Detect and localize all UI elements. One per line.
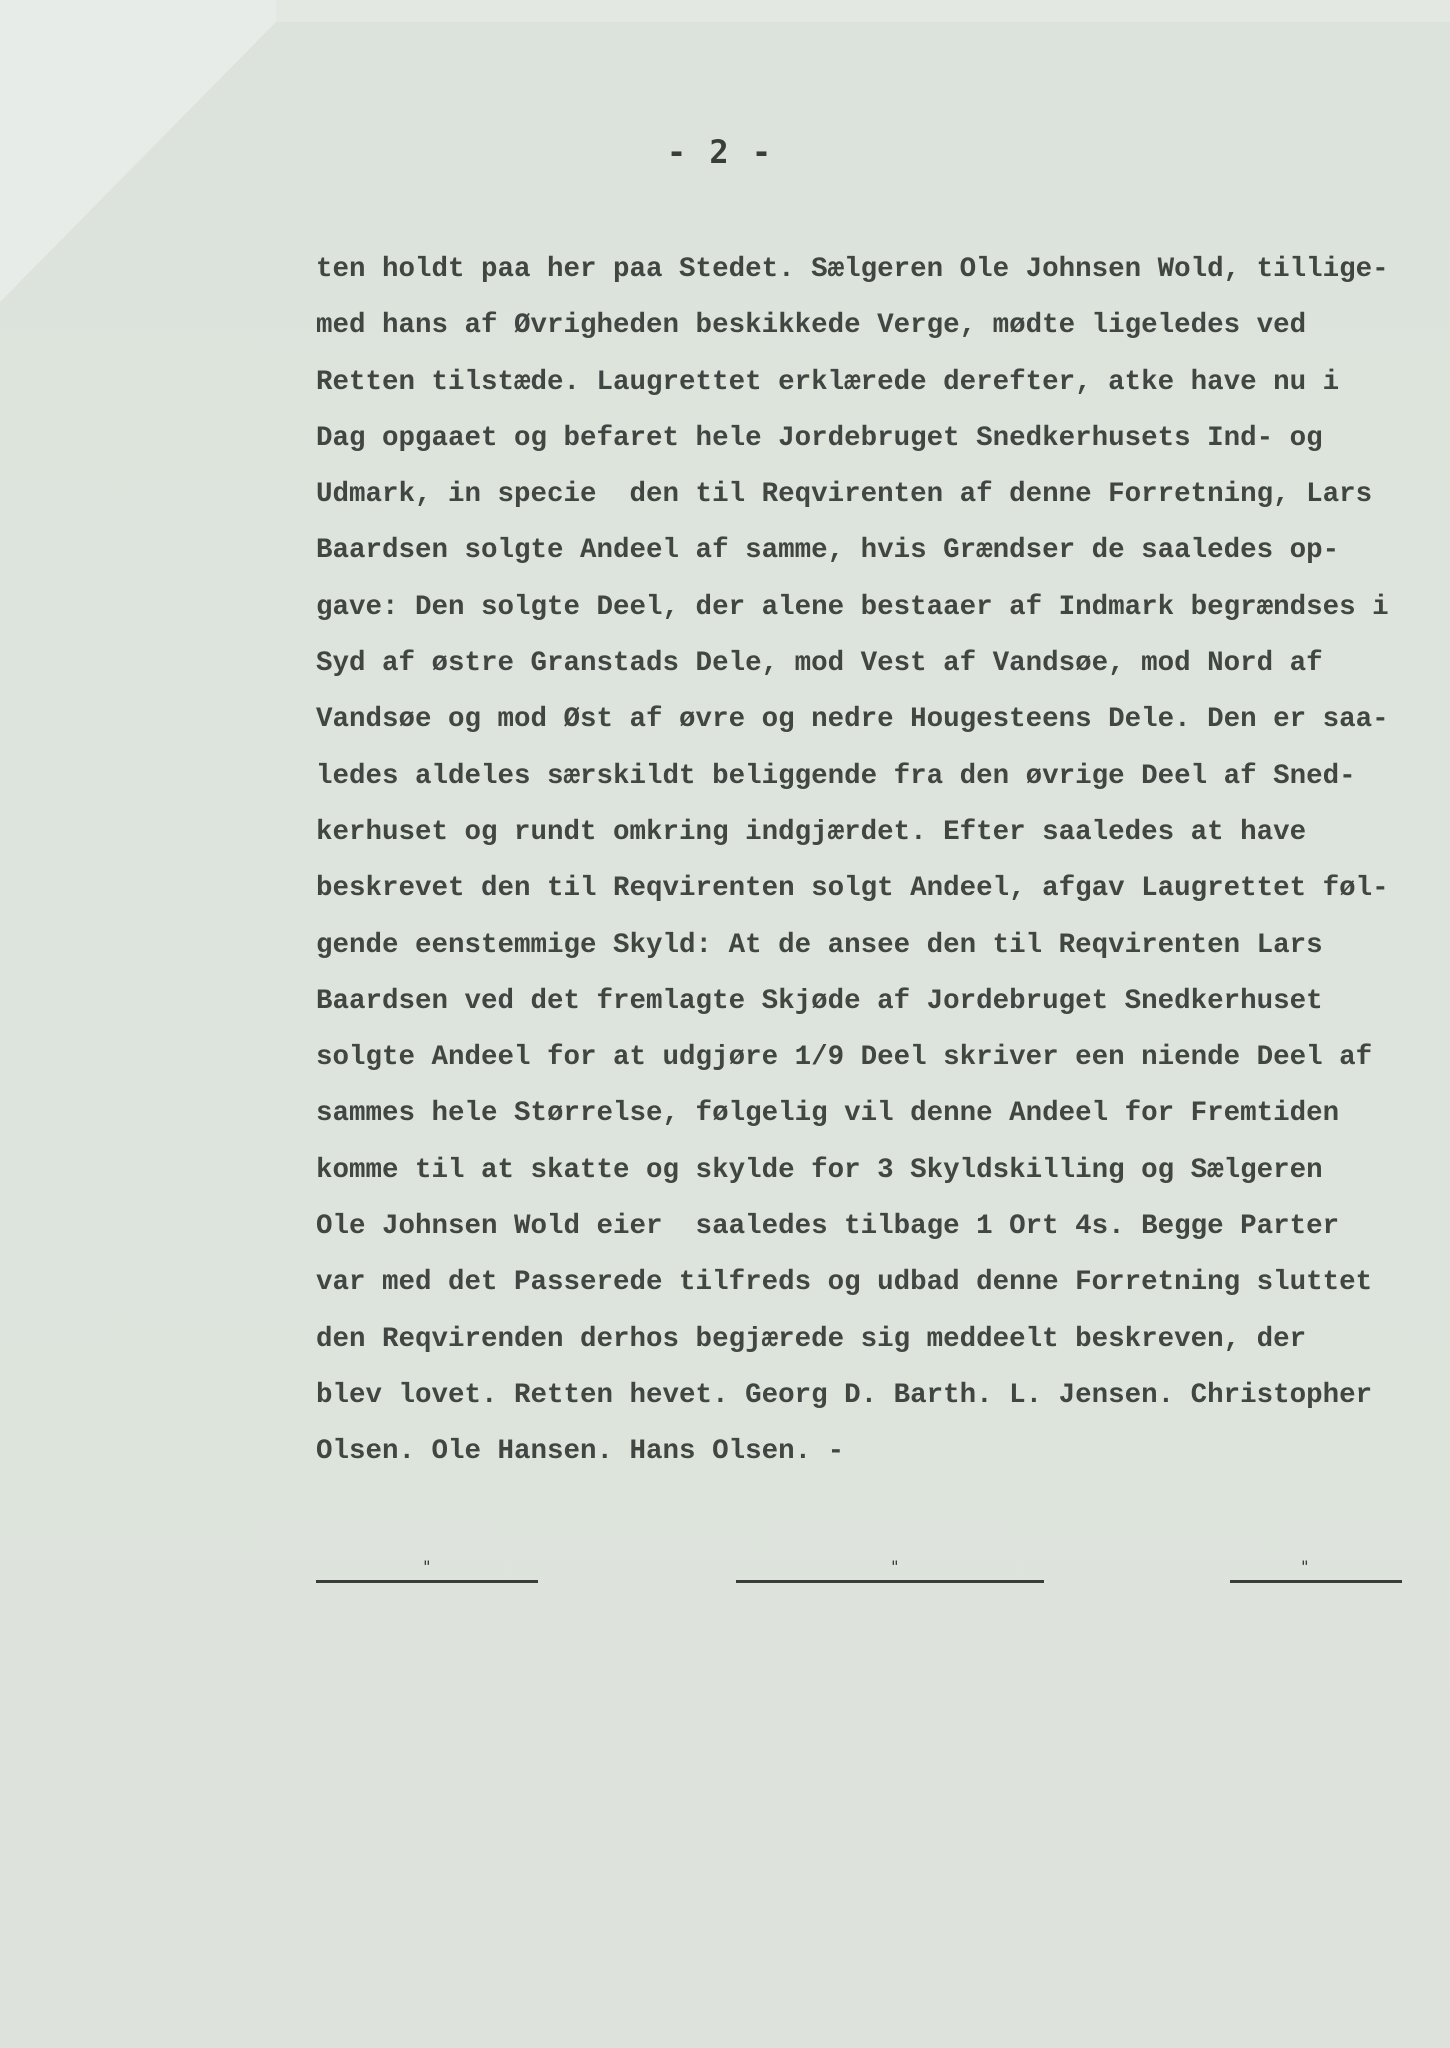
text-line: sammes hele Størrelse, følgelig vil denne Andeel for Fremtiden bbox=[316, 1098, 1340, 1130]
text-line: Retten tilstæde. Laugrettet erklærede derefter, atke have nu i bbox=[316, 366, 1340, 398]
ditto-mark: " bbox=[890, 1557, 900, 1576]
text-line: blev lovet. Retten hevet. Georg D. Barth. L. Jensen. Christopher bbox=[316, 1379, 1373, 1411]
text-line: Syd af østre Granstads Dele, mod Vest af Vandsøe, mod Nord af bbox=[316, 648, 1323, 680]
text-line: ten holdt paa her paa Stedet. Sælgeren Ole Johnsen Wold, tillige- bbox=[316, 254, 1389, 285]
text-line: komme til at skatte og skylde for 3 Skyldskilling og Sælgeren bbox=[316, 1154, 1323, 1186]
closing-rules bbox=[316, 1557, 1406, 1589]
text-line: var med det Passerede tilfreds og udbad denne Forretning sluttet bbox=[316, 1267, 1373, 1299]
text-line: beskrevet den til Reqvirenten solgt Andeel, afgav Laugrettet føl- bbox=[316, 873, 1389, 905]
text-line: den Reqvirenden derhos begjærede sig meddeelt beskreven, der bbox=[316, 1323, 1307, 1355]
text-line: ledes aldeles særskildt beliggende fra den øvrige Deel af Sned- bbox=[316, 760, 1356, 792]
text-line: med hans af Øvrigheden beskikkede Verge, mødte ligeledes ved bbox=[316, 310, 1307, 342]
text-line: Dag opgaaet og befaret hele Jordebruget Snedkerhusets Ind- og bbox=[316, 422, 1323, 454]
text-line: solgte Andeel for at udgjøre 1/9 Deel skriver een niende Deel af bbox=[316, 1042, 1373, 1074]
text-line: kerhuset og rundt omkring indgjærdet. Efter saaledes at have bbox=[316, 816, 1307, 848]
closing-rule-left bbox=[316, 1580, 538, 1583]
closing-rule-center bbox=[736, 1580, 1044, 1583]
text-line: gave: Den solgte Deel, der alene bestaaer af Indmark begrændses i bbox=[316, 591, 1389, 623]
text-line: Udmark, in specie den til Reqvirenten af denne Forretning, Lars bbox=[316, 479, 1373, 511]
text-line: Baardsen solgte Andeel af samme, hvis Grændser de saaledes op- bbox=[316, 535, 1340, 567]
ditto-mark: " bbox=[422, 1557, 432, 1576]
text-line: Baardsen ved det fremlagte Skjøde af Jordebruget Snedkerhuset bbox=[316, 985, 1323, 1017]
document-body bbox=[316, 242, 1436, 1481]
text-line: Ole Johnsen Wold eier saaledes tilbage 1 Ort 4s. Begge Parter bbox=[316, 1211, 1340, 1243]
text-line: Olsen. Ole Hansen. Hans Olsen. - bbox=[316, 1436, 845, 1468]
text-line: gende eenstemmige Skyld: At de ansee den til Reqvirenten Lars bbox=[316, 929, 1323, 961]
text-line: Vandsøe og mod Øst af øvre og nedre Hougesteens Dele. Den er saa- bbox=[316, 704, 1389, 736]
ditto-mark: " bbox=[1300, 1557, 1310, 1576]
closing-rule-right bbox=[1230, 1580, 1402, 1583]
page-number: - 2 - bbox=[666, 133, 774, 171]
